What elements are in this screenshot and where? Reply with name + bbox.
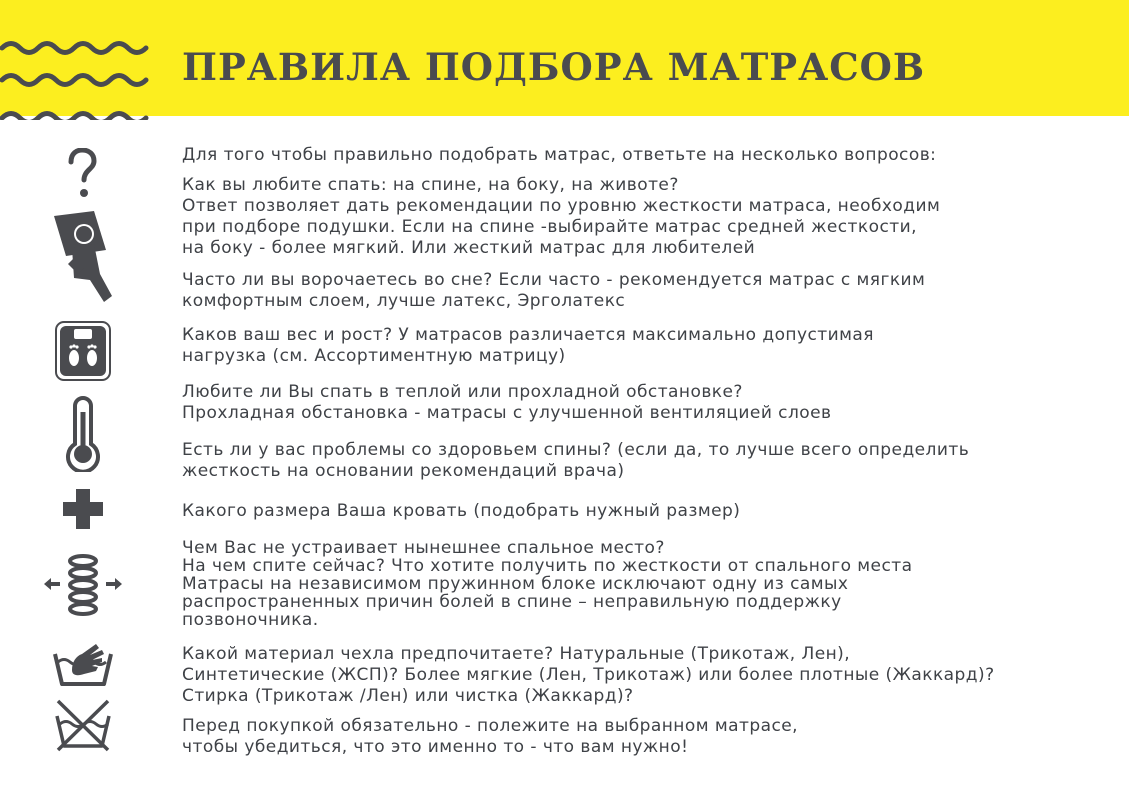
current-bed-line: Чем Вас не устраивает нынешнее спальное место?: [182, 538, 665, 558]
current-bed-text: [182, 539, 913, 629]
sleeping-person-icon: [50, 208, 116, 306]
weight-line: нагрузка (см. Ассортиментную матрицу): [182, 346, 566, 366]
cover-material-line: Стирка (Трикотаж /Лен) или чистка (Жаккард)?: [182, 686, 634, 706]
current-bed-line: распространенных причин болей в спине – неправильную поддержку: [182, 592, 842, 612]
intro-line: Для того чтобы правильно подобрать матрас, ответьте на несколько вопросов:: [182, 145, 937, 165]
spring-icon: [42, 554, 124, 616]
sleep-position-line: при подборе подушки. Если на спине -выбирайте матрас средней жесткости,: [182, 217, 917, 237]
sleep-position-line: Ответ позволяет дать рекомендации по уровню жесткости матраса, необходим: [182, 196, 941, 216]
header-banner: [0, 0, 1129, 116]
sleep-position-line: на боку - более мягкий. Или жесткий матрас для любителей: [182, 238, 756, 258]
try-before-line: Перед покупкой обязательно - полежите на выбранном матрасе,: [182, 716, 799, 736]
temperature-line: Любите ли Вы спать в теплой или прохладной обстановке?: [182, 382, 743, 402]
cover-material-text: [182, 644, 995, 707]
thermometer-icon: [62, 396, 104, 472]
question-mark-icon: [64, 148, 100, 200]
try-before-line: чтобы убедиться, что это именно то - что вам нужно!: [182, 737, 689, 757]
bathroom-scale-icon: [54, 320, 112, 382]
health-line: Есть ли у вас проблемы со здоровьем спины? (если да, то лучше всего определить: [182, 440, 970, 460]
temperature-text: [182, 382, 832, 424]
sleep-position-text: [182, 175, 940, 259]
bed-size-text: [182, 501, 740, 522]
toss-turn-line: Часто ли вы ворочаетесь во сне? Если часто - рекомендуется матрас с мягким: [182, 270, 926, 290]
health-text: [182, 440, 969, 482]
intro-text: [182, 145, 936, 166]
current-bed-line: На чем спите сейчас? Что хотите получить по жесткости от спального места: [182, 556, 913, 576]
health-line: жесткость на основании рекомендаций врача): [182, 461, 625, 481]
bed-size-line: Какого размера Ваша кровать (подобрать нужный размер): [182, 501, 741, 521]
weight-text: [182, 325, 874, 367]
toss-turn-text: [182, 270, 925, 312]
toss-turn-line: комфортным слоем, лучше латекс, Эрголатекс: [182, 291, 626, 311]
do-not-wash-icon: [52, 698, 114, 752]
page-title: ПРАВИЛА ПОДБОРА МАТРАСОВ: [182, 45, 926, 89]
weight-line: Каков ваш вес и рост? У матрасов различается максимально допустимая: [182, 325, 874, 345]
temperature-line: Прохладная обстановка - матрасы с улучшенной вентиляцией слоев: [182, 403, 832, 423]
sleep-position-line: Как вы любите спать: на спине, на боку, на животе?: [182, 175, 679, 195]
cover-material-line: Какой материал чехла предпочитаете? Натуральные (Трикотаж, Лен),: [182, 644, 851, 664]
current-bed-line: позвоночника.: [182, 610, 319, 630]
decorative-waves-icon: [0, 38, 150, 120]
current-bed-line: Матрасы на независимом пружинном блоке исключают одну из самых: [182, 574, 849, 594]
cover-material-line: Синтетические (ЖСП)? Более мягкие (Лен, Трикотаж) или более плотные (Жаккард)?: [182, 665, 995, 685]
try-before-text: [182, 716, 798, 758]
medical-cross-icon: [62, 488, 104, 530]
hand-wash-icon: [52, 640, 114, 690]
